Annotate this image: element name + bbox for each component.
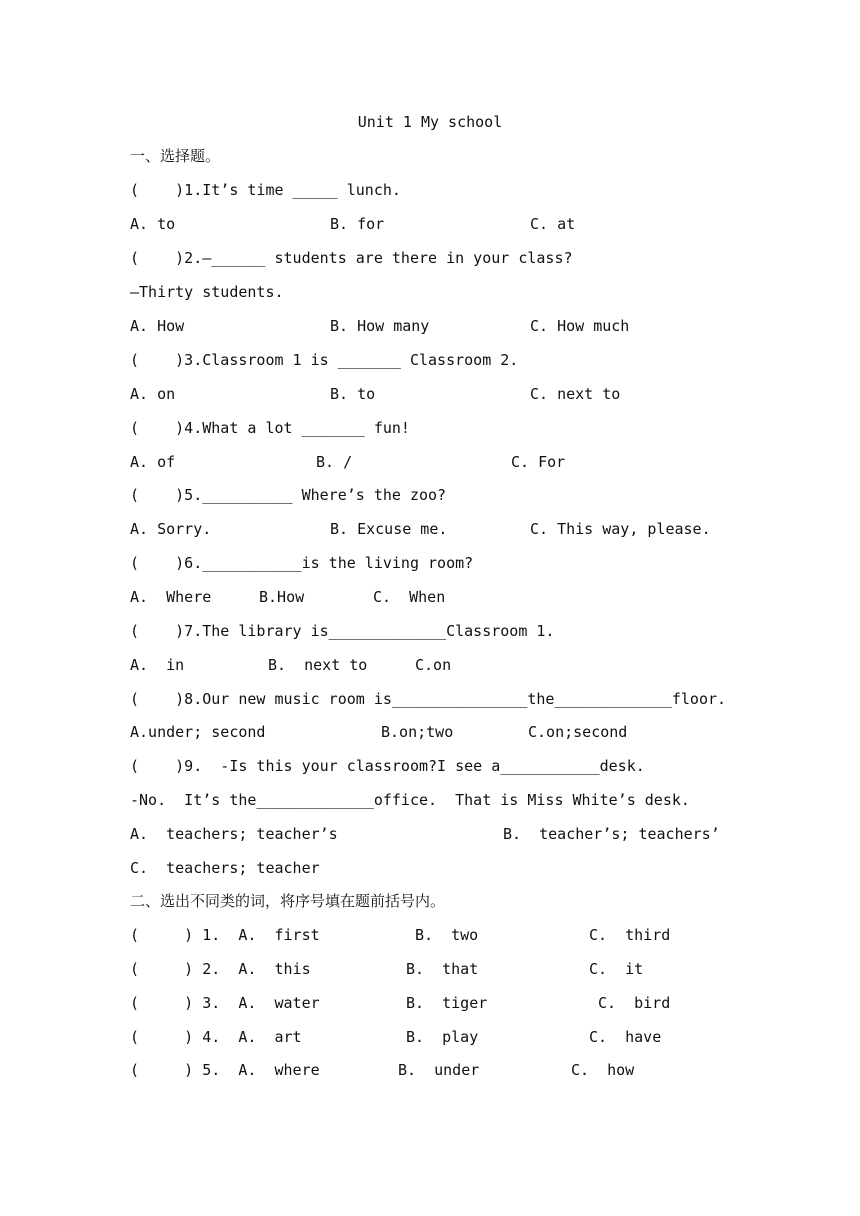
section2-heading: 二、选出不同类的词，将序号填在题前括号内。 bbox=[130, 892, 446, 910]
row-5-option-c: C. how bbox=[571, 1061, 635, 1079]
q2-option-b: B. How many bbox=[330, 317, 430, 335]
q4-option-b: B. / bbox=[316, 453, 353, 471]
q3-option-c: C. next to bbox=[530, 385, 621, 403]
row-3-option-b: B. tiger bbox=[406, 994, 488, 1012]
odd-one-out-row-2: ( ) 2. A. this bbox=[130, 960, 311, 978]
row-1-option-b: B. two bbox=[415, 926, 479, 944]
question-9: ( )9. -Is this your classroom?I see a___________desk. bbox=[130, 757, 645, 775]
row-1-option-c: C. third bbox=[589, 926, 671, 944]
row-5-option-b: B. under bbox=[398, 1061, 480, 1079]
q5-option-b: B. Excuse me. bbox=[330, 520, 448, 538]
q5-option-a: A. Sorry. bbox=[130, 520, 212, 538]
q3-option-a: A. on bbox=[130, 385, 176, 403]
question-1: ( )1.It’s time _____ lunch. bbox=[130, 181, 401, 199]
q2-option-a: A. How bbox=[130, 317, 185, 335]
q7-option-c: C.on bbox=[415, 656, 452, 674]
q3-option-b: B. to bbox=[330, 385, 376, 403]
q8-option-a: A.under; second bbox=[130, 723, 266, 741]
q1-option-c: C. at bbox=[530, 215, 576, 233]
question-4: ( )4.What a lot _______ fun! bbox=[130, 419, 410, 437]
question-6: ( )6.___________is the living room? bbox=[130, 554, 474, 572]
q7-option-a: A. in bbox=[130, 656, 185, 674]
row-2-option-b: B. that bbox=[406, 960, 479, 978]
q1-option-a: A. to bbox=[130, 215, 176, 233]
q4-option-a: A. of bbox=[130, 453, 176, 471]
row-4-option-b: B. play bbox=[406, 1028, 479, 1046]
q8-option-c: C.on;second bbox=[528, 723, 628, 741]
question-9-reply: -No. It’s the_____________office. That is Miss White’s desk. bbox=[130, 791, 690, 809]
q5-option-c: C. This way, please. bbox=[530, 520, 711, 538]
odd-one-out-row-5: ( ) 5. A. where bbox=[130, 1061, 320, 1079]
q1-option-b: B. for bbox=[330, 215, 385, 233]
q9-option-a: A. teachers; teacher’s bbox=[130, 825, 338, 843]
question-3: ( )3.Classroom 1 is _______ Classroom 2. bbox=[130, 351, 519, 369]
q7-option-b: B. next to bbox=[268, 656, 368, 674]
section1-heading: 一、选择题。 bbox=[130, 147, 221, 165]
q4-option-c: C. For bbox=[511, 453, 566, 471]
q2-option-c: C. How much bbox=[530, 317, 630, 335]
odd-one-out-row-1: ( ) 1. A. first bbox=[130, 926, 320, 944]
odd-one-out-row-4: ( ) 4. A. art bbox=[130, 1028, 302, 1046]
question-7: ( )7.The library is_____________Classroom 1. bbox=[130, 622, 555, 640]
question-2-reply: —Thirty students. bbox=[130, 283, 284, 301]
q6-option-c: C. When bbox=[373, 588, 446, 606]
question-2: ( )2.—______ students are there in your class? bbox=[130, 249, 573, 267]
row-2-option-c: C. it bbox=[589, 960, 644, 978]
question-8: ( )8.Our new music room is_______________the_____________floor. bbox=[130, 690, 727, 708]
page-title: Unit 1 My school bbox=[357, 113, 503, 131]
odd-one-out-row-3: ( ) 3. A. water bbox=[130, 994, 320, 1012]
q6-option-a: A. Where bbox=[130, 588, 212, 606]
q6-option-b: B.How bbox=[259, 588, 305, 606]
row-4-option-c: C. have bbox=[589, 1028, 662, 1046]
q9-option-c: C. teachers; teacher bbox=[130, 859, 320, 877]
q9-option-b: B. teacher’s; teachers’ bbox=[503, 825, 720, 843]
question-5: ( )5.__________ Where’s the zoo? bbox=[130, 486, 447, 504]
row-3-option-c: C. bird bbox=[598, 994, 671, 1012]
q8-option-b: B.on;two bbox=[381, 723, 454, 741]
